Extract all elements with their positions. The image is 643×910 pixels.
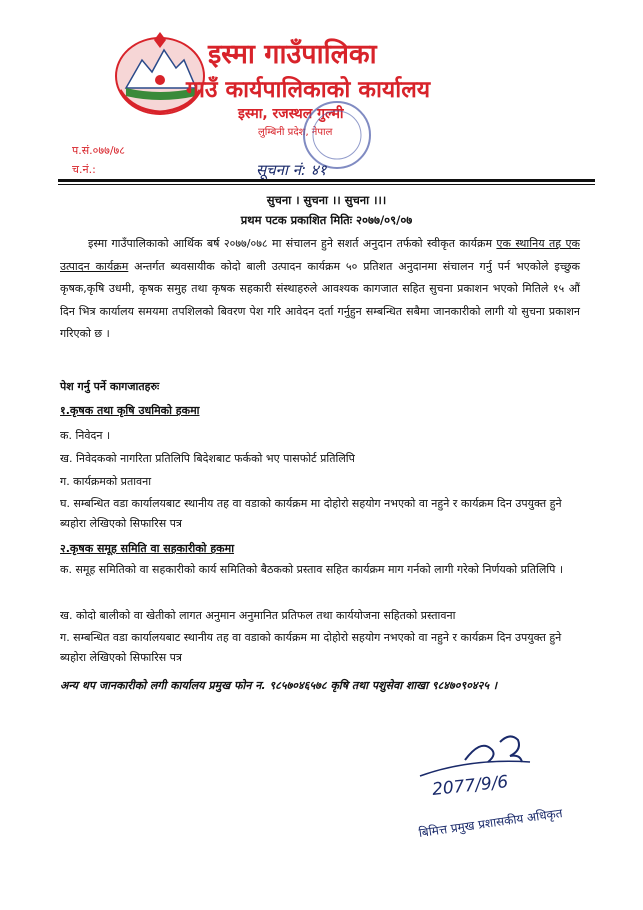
office-province: लुम्बिनी प्रदेश, नेपाल bbox=[258, 127, 333, 138]
published-date: प्रथम पटक प्रकाशित मितिः २०७७/०९/०७ bbox=[240, 213, 413, 227]
office-name: गाउँ कार्यपालिकाको कार्यालय bbox=[186, 77, 431, 103]
signatory-designation: बिमित्त प्रमुख प्रशासकीय अधिकृत bbox=[417, 805, 564, 841]
section1-item-ga: ग. कार्यक्रमको प्रतावना bbox=[60, 475, 152, 488]
header-divider-thin bbox=[58, 184, 595, 185]
section2-item-ga: ग. सम्बन्धित वडा कार्यालयबाट स्थानीय तह वा वडाको कार्यक्रम मा दोहोरो सहयोग नभएको वा नहुने र कार्यक्रम दिन उपयुक्त हुने ब्यहोरा लेखिएको सिफारिस पत्र bbox=[60, 631, 562, 664]
program-name: एक स्थानिय तह एक उत्पादन कार्यक्रम bbox=[60, 237, 580, 273]
section2-title: २.कृषक समूह समिति वा सहकारीको हकमा bbox=[60, 542, 235, 555]
section2-item-kha: ख. कोदो बालीको वा खेतीको लागत अनुमान अनुमानित प्रतिफल तथा कार्ययोजना सहितको प्रस्तावना bbox=[60, 609, 456, 622]
intro-paragraph bbox=[60, 233, 580, 346]
section1-title: १.कृषक तथा कृषि उधमिको हकमा bbox=[60, 404, 200, 417]
section1-item-gha: घ. सम्बन्धित वडा कार्यालयबाट स्थानीय तह वा वडाको कार्यक्रम मा दोहोरो सहयोग नभएको वा नहुने र कार्यक्रम दिन उपयुक्त हुने ब्यहोरा लेखिएको सिफारिस पत्र bbox=[60, 497, 562, 530]
notice-number: सूचना नं: ४१ bbox=[256, 161, 327, 179]
office-address: इस्मा, रजस्थल गुल्मी bbox=[238, 106, 344, 122]
section1-item-kha: ख. निवेदकको नागरिता प्रतिलिपि बिदेशबाट फर्कको भए पासफोर्ट प्रतिलिपि bbox=[60, 452, 355, 465]
intro-part1: इस्मा गाउँपालिकाको आर्थिक बर्ष २०७७/०७८ मा संचालन हुने सशर्त अनुदान तर्फको स्वीकृत कार्यक्रम bbox=[88, 237, 497, 250]
contact-info: अन्य थप जानकारीको लगी कार्यालय प्रमुख फोन न. ९८५७०४६५७८ कृषि तथा पशुसेवा शाखा ९८४७०९०४२५ । bbox=[60, 679, 498, 692]
header-divider bbox=[58, 179, 595, 182]
signature-date: 2077/9/6 bbox=[431, 772, 510, 800]
section2-item-ka: क. समूह समितिको वा सहकारीको कार्य समितिको बैठकको प्रस्ताव सहित कार्यक्रम माग गर्नको लागी गरेको निर्णयको प्रतिलिपि । bbox=[60, 563, 564, 576]
notice-heading: सुचना । सुचना ।। सुचना ।।। bbox=[266, 193, 387, 207]
dispatch-number: च.नं.: bbox=[72, 163, 96, 176]
documents-heading: पेश गर्नु पर्ने कागजातहरुः bbox=[60, 380, 160, 393]
organization-name: इस्मा गाउँपालिका bbox=[208, 39, 377, 70]
reference-number: प.सं.०७७/७८ bbox=[72, 144, 125, 157]
section1-item-ka: क. निवेदन । bbox=[60, 429, 111, 442]
intro-part2: अन्तर्गत ब्यवसायीक कोदो बाली उत्पादन कार्यक्रम ५० प्रतिशत अनुदानमा संचालन गर्नु पर्न भएकोले इच्छुक कृषक,कृषि उधमी, कृषक समुह तथा कृषक सहकारी संस्थाहरुले आवश्यक कागजात सहित सुचना प्रकाशन भएको मितिले १५ औं दिन भित्र कार्यालय समयमा तपशिलको बिवरण पेश गरि आवेदन दर्ता गर्नुहुन सम्बन्धित सबैमा जानकारीको लागी यो सुचना प्रकाशन गरिएको छ । bbox=[60, 259, 580, 341]
